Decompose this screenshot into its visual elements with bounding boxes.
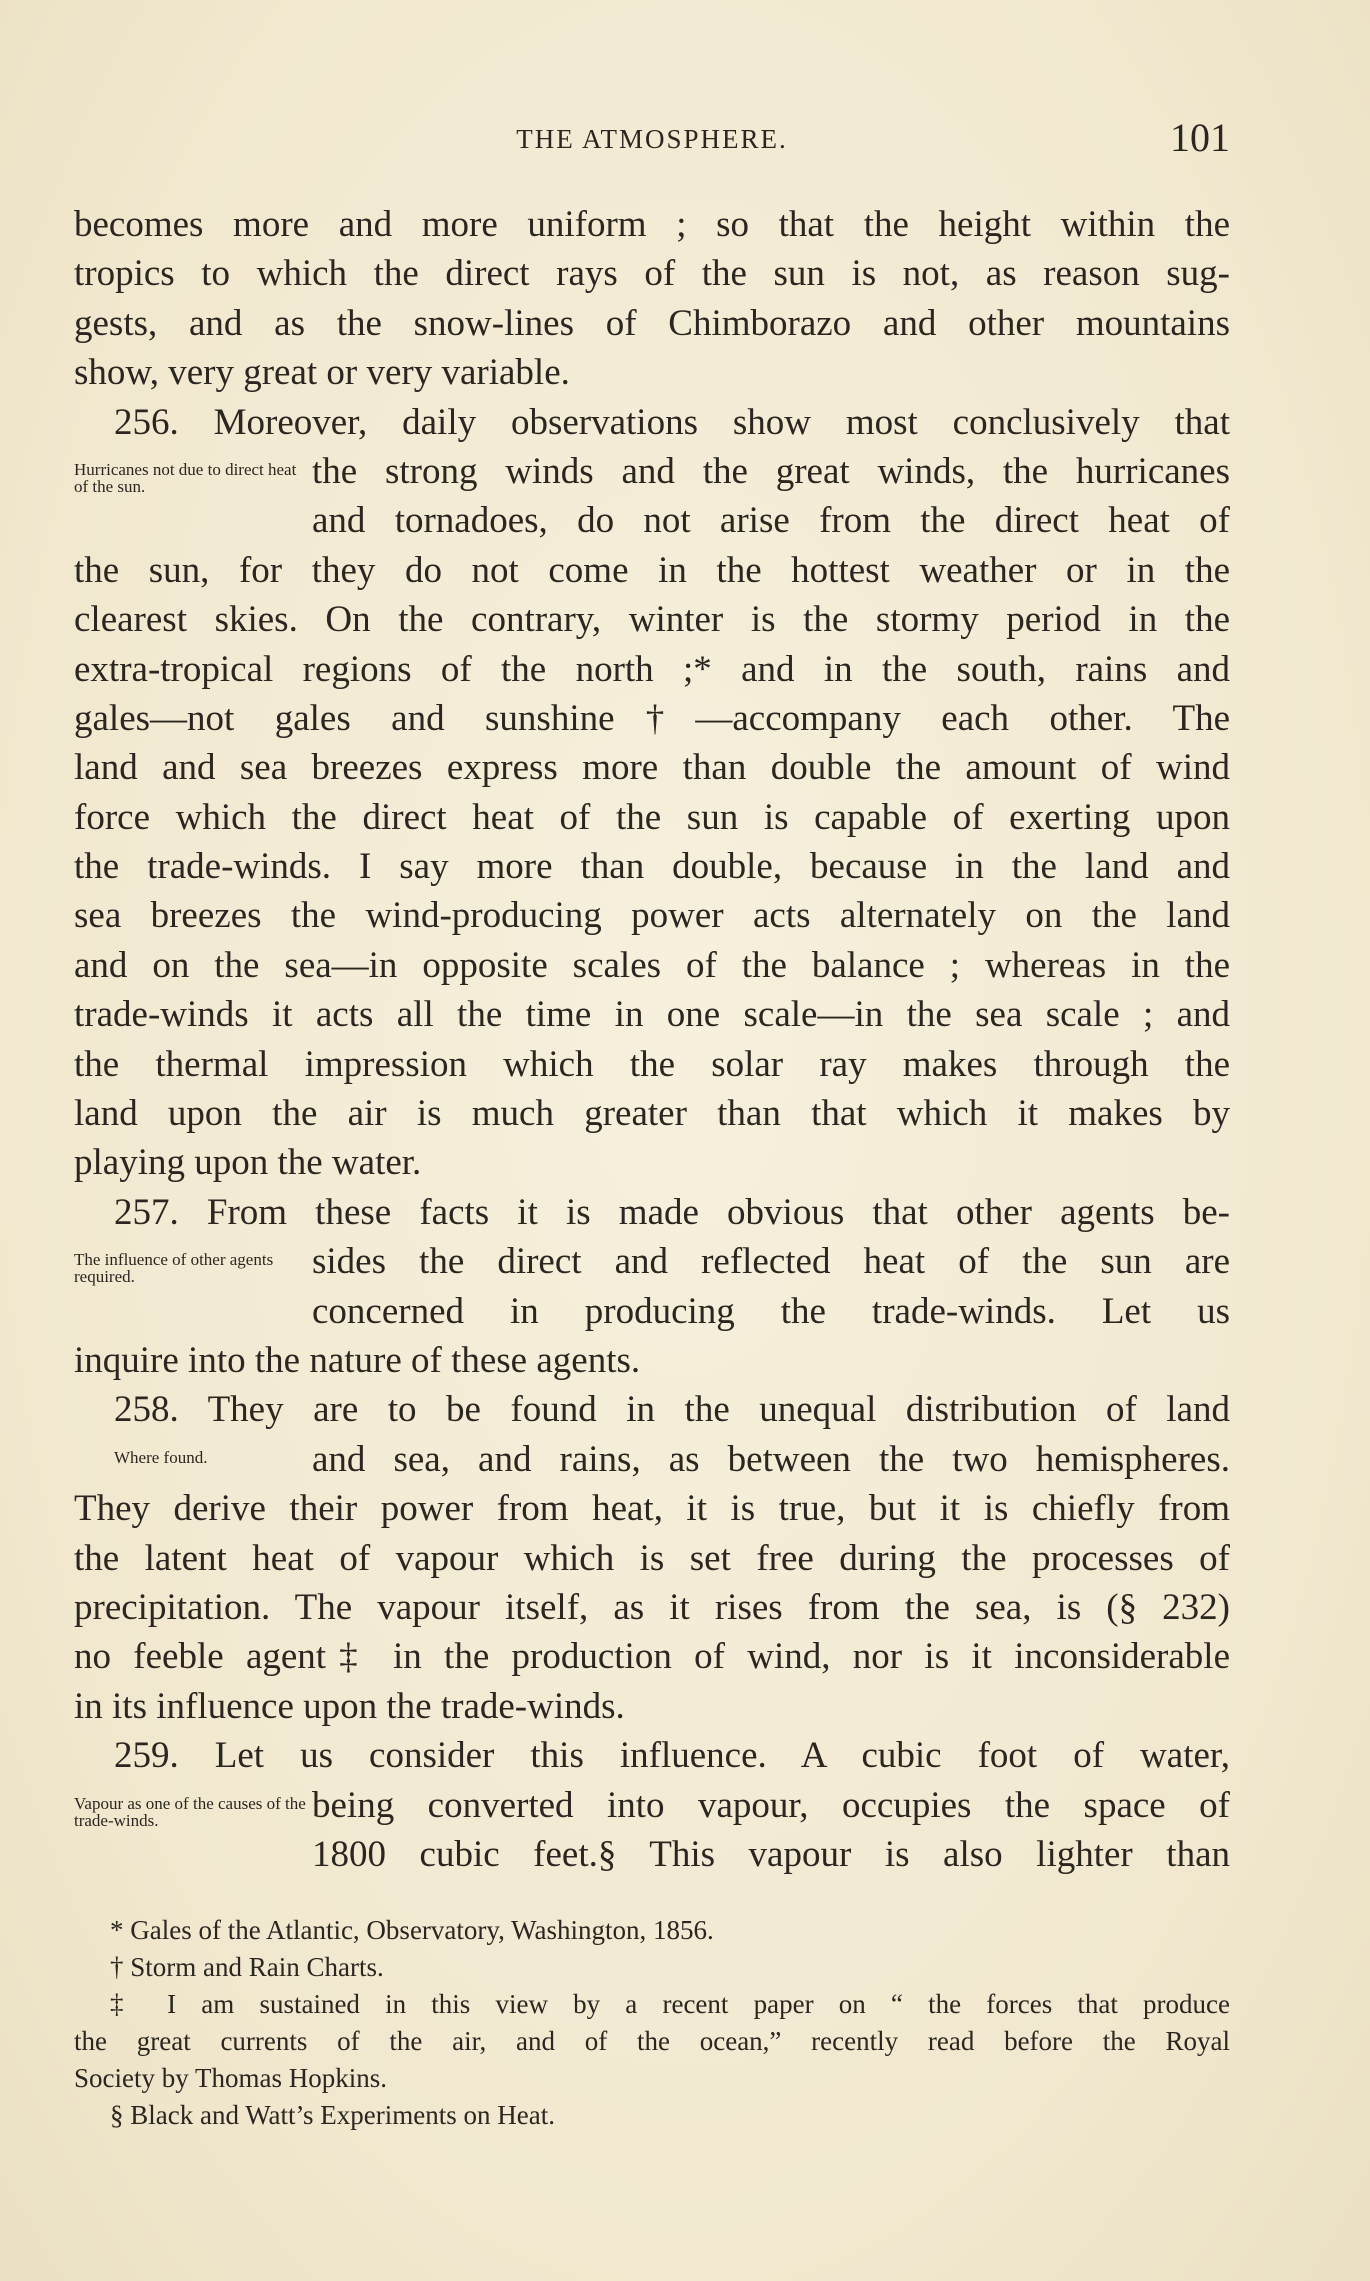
- body-line: the strong winds and the great winds, the hurricanes: [312, 450, 1230, 492]
- body-line: sea breezes the wind-producing power acts alternately on the land: [74, 895, 1230, 937]
- body-line: and on the sea—in opposite scales of the balance ; whereas in the: [74, 944, 1230, 986]
- body-line: clearest skies. On the contrary, winter is the stormy period in the: [74, 599, 1230, 641]
- body-line: and sea, and rains, as between the two hemispheres.: [312, 1438, 1230, 1480]
- paragraph-259-start: 259. Let us consider this influence. A cubic foot of water,: [114, 1735, 1230, 1777]
- marginal-note-row: [74, 1435, 1230, 1484]
- marginal-note-row: [74, 1781, 1230, 1880]
- body-line: concerned in producing the trade-winds. Let us: [312, 1290, 1230, 1332]
- body-text: [74, 200, 1230, 1879]
- body-line: gales—not gales and sunshine†—accompany each other. The: [74, 697, 1230, 739]
- body-line: the sun, for they do not come in the hottest weather or in the: [74, 549, 1230, 591]
- marginal-note-other-agents: The influence of other agents required.: [74, 1250, 274, 1287]
- page-header: [74, 115, 1230, 166]
- body-line: show, very great or very variable.: [74, 352, 570, 394]
- body-line: land upon the air is much greater than that which it makes by: [74, 1093, 1230, 1135]
- paragraph-257-start: 257. From these facts it is made obvious that other agents be-: [114, 1191, 1230, 1233]
- body-line: inquire into the nature of these agents.: [74, 1340, 641, 1382]
- body-line: the latent heat of vapour which is set free during the processes of: [74, 1537, 1230, 1579]
- body-line: being converted into vapour, occupies the space of: [312, 1784, 1230, 1826]
- body-line: force which the direct heat of the sun is capable of exerting upon: [74, 796, 1230, 838]
- body-line: precipitation. The vapour itself, as it rises from the sea, is (§ 232): [74, 1586, 1230, 1628]
- body-line: and tornadoes, do not arise from the direct heat of: [312, 500, 1230, 542]
- body-line: the thermal impression which the solar ray makes through the: [74, 1043, 1230, 1085]
- body-line: in its influence upon the trade-winds.: [74, 1685, 625, 1727]
- footnote-4: § Black and Watt’s Experiments on Heat.: [110, 2100, 555, 2130]
- marginal-note-vapour: Vapour as one of the causes of the trade-winds.: [74, 1793, 306, 1830]
- paragraph-258-start: 258. They are to be found in the unequal distribution of land: [114, 1389, 1230, 1431]
- footnote-2: † Storm and Rain Charts.: [110, 1952, 384, 1982]
- marginal-note-row: [74, 1237, 1230, 1336]
- body-line: gests, and as the snow-lines of Chimborazo and other mountains: [74, 302, 1230, 344]
- body-line: no feeble agent‡ in the production of wind, nor is it inconsiderable: [74, 1636, 1230, 1678]
- body-line: becomes more and more uniform ; so that the height within the: [74, 204, 1230, 245]
- running-title: THE ATMOSPHERE.: [516, 124, 788, 154]
- body-line: the trade-winds. I say more than double, because in the land and: [74, 846, 1230, 888]
- marginal-note-row: [74, 447, 1230, 546]
- footnotes: [74, 1912, 1230, 2134]
- paragraph-256-start: 256. Moreover, daily observations show most conclusively that: [114, 401, 1230, 443]
- body-line: trade-winds it acts all the time in one scale—in the sea scale ; and: [74, 994, 1230, 1036]
- footnote-3-line: the great currents of the air, and of the ocean,” recently read before the Royal: [74, 2026, 1230, 2056]
- body-line: tropics to which the direct rays of the sun is not, as reason sug-: [74, 253, 1230, 295]
- footnote-1: * Gales of the Atlantic, Observatory, Washington, 1856.: [110, 1915, 714, 1945]
- marginal-note-hurricanes: Hurricanes not due to direct heat of the sun.: [74, 459, 297, 496]
- body-line: They derive their power from heat, it is true, but it is chiefly from: [74, 1488, 1230, 1530]
- footnote-3-line: Society by Thomas Hopkins.: [74, 2063, 387, 2093]
- body-line: extra-tropical regions of the north ;* and in the south, rains and: [74, 648, 1230, 690]
- body-line: playing upon the water.: [74, 1142, 422, 1184]
- body-line: sides the direct and reflected heat of the sun are: [312, 1241, 1230, 1283]
- marginal-note-where-found: Where found.: [114, 1447, 208, 1467]
- footnote-3-line: ‡ I am sustained in this view by a recent paper on “ the forces that produce: [110, 1989, 1230, 2019]
- page-number: 101: [1170, 115, 1230, 160]
- body-line: 1800 cubic feet.§ This vapour is also lighter than: [312, 1833, 1230, 1875]
- body-line: land and sea breezes express more than double the amount of wind: [74, 747, 1230, 789]
